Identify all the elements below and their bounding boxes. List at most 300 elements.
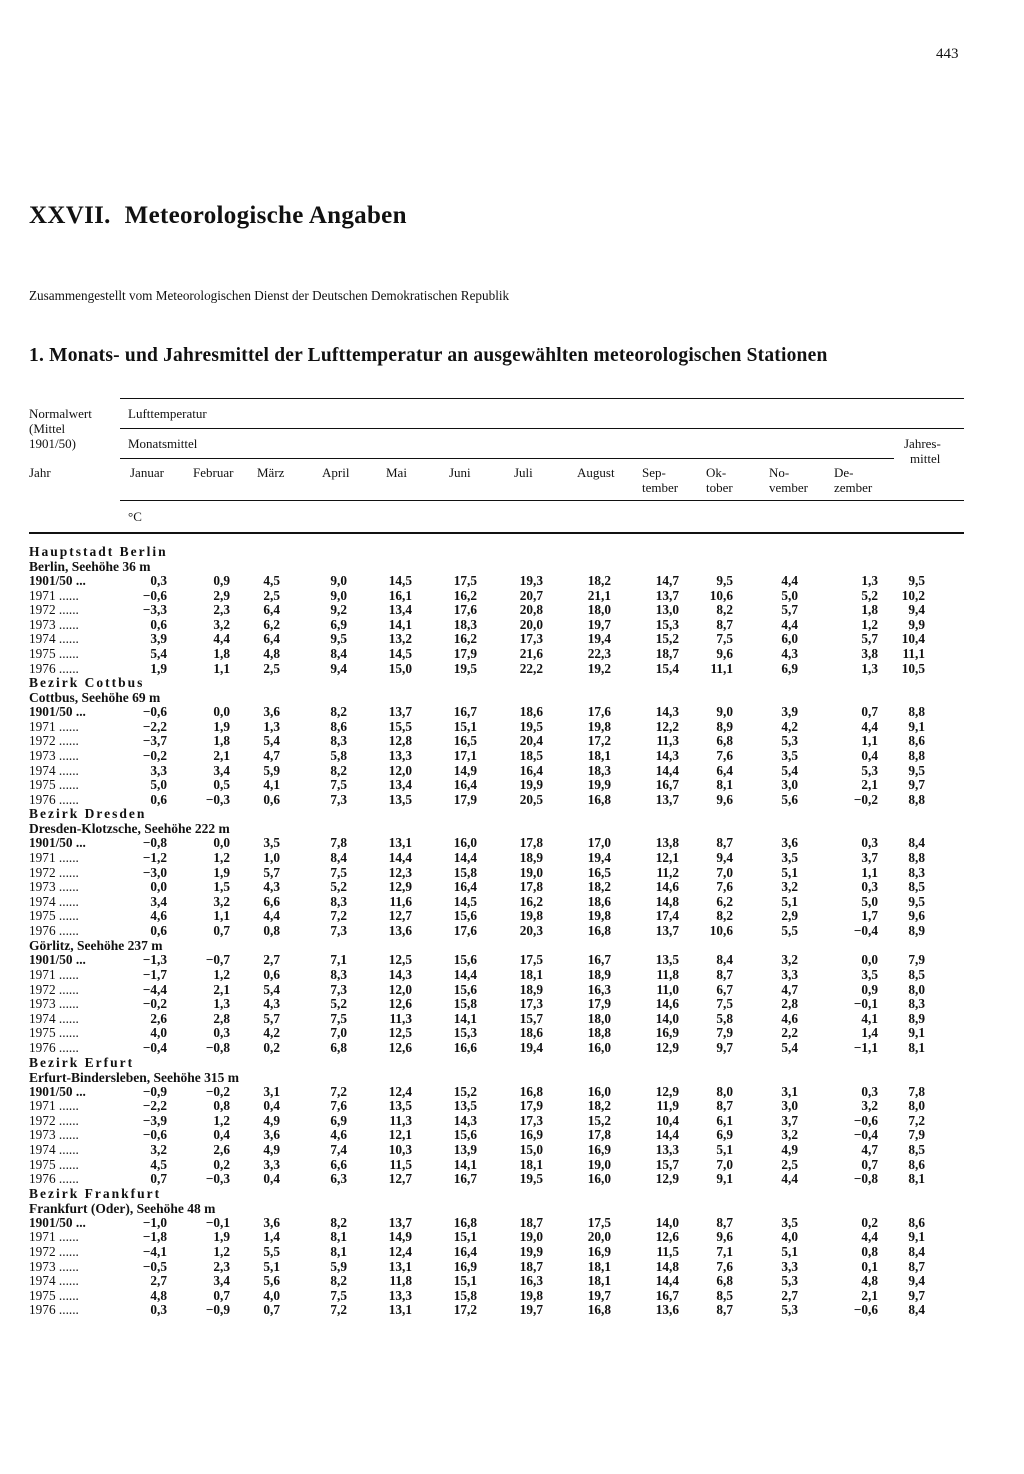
month-value-cell: −0,9 (142, 1083, 167, 1099)
month-value-cell: 12,0 (388, 762, 412, 778)
station-heading: Cottbus, Seehöhe 69 m (29, 690, 161, 706)
row-year: 1901/50 ... (29, 1083, 86, 1099)
month-value-cell: 15,8 (453, 1287, 477, 1303)
month-value-cell: 5,5 (263, 1243, 280, 1259)
month-value-cell: 5,2 (861, 587, 878, 603)
month-value-cell: 9,0 (716, 704, 733, 720)
row-year: 1901/50 ... (29, 952, 86, 968)
month-value-cell: −0,2 (205, 1083, 230, 1099)
month-value-cell: 4,8 (150, 1287, 167, 1303)
month-value-cell: 12,5 (388, 952, 412, 968)
month-value-cell: 3,0 (781, 777, 798, 793)
month-value-cell: 14,3 (655, 747, 679, 763)
table-row (29, 778, 964, 793)
month-value-cell: 13,6 (388, 922, 412, 938)
month-value-cell: −0,3 (205, 791, 230, 807)
month-value-cell: −3,3 (142, 602, 167, 618)
month-value-cell: 11,6 (389, 893, 412, 909)
month-value-cell: 14,4 (655, 762, 679, 778)
month-value-cell: 16,8 (519, 1083, 543, 1099)
header-mittel: (Mittel (29, 421, 66, 436)
month-value-cell: −0,8 (205, 1040, 230, 1056)
month-value-cell: 4,7 (781, 981, 798, 997)
month-value-cell: 18,9 (519, 981, 543, 997)
month-value-cell: 5,1 (781, 1243, 798, 1259)
month-value-cell: 17,0 (587, 835, 611, 851)
month-value-cell: 3,4 (213, 1273, 230, 1289)
month-value-cell: −0,7 (205, 952, 230, 968)
month-value-cell: 16,8 (587, 1302, 611, 1318)
month-value-cell: 17,1 (453, 747, 477, 763)
annual-mean-cell: 9,5 (908, 762, 925, 778)
annual-mean-cell: 8,4 (908, 1302, 925, 1318)
annual-mean-cell: 9,5 (908, 573, 925, 588)
month-value-cell: 12,9 (388, 879, 412, 895)
month-value-cell: −0,6 (142, 1127, 167, 1143)
month-value-cell: 3,2 (781, 1127, 798, 1143)
row-year: 1974 ...... (29, 762, 79, 778)
month-value-cell: 4,2 (263, 1025, 280, 1041)
month-value-cell: 14,5 (388, 645, 412, 661)
row-year: 1973 ...... (29, 1127, 79, 1143)
row-year: 1972 ...... (29, 733, 79, 749)
month-value-cell: 0,2 (213, 1156, 230, 1172)
month-value-cell: −3,0 (142, 864, 167, 880)
month-value-cell: 6,9 (716, 1127, 733, 1143)
table-row (29, 1303, 964, 1318)
month-value-cell: 5,6 (781, 791, 798, 807)
month-value-cell: 8,6 (330, 718, 347, 734)
month-value-cell: 19,5 (453, 660, 477, 676)
month-value-cell: 19,0 (519, 1229, 543, 1245)
month-value-cell: 4,9 (263, 1142, 280, 1157)
month-value-cell: 22,2 (519, 660, 543, 676)
annual-mean-cell: 9,7 (908, 777, 925, 793)
annual-mean-cell: 8,3 (908, 864, 925, 880)
month-value-cell: 0,6 (263, 791, 280, 807)
month-value-cell: 18,1 (587, 1273, 611, 1289)
month-value-cell: 17,6 (587, 704, 611, 720)
month-value-cell: −0,1 (205, 1214, 230, 1230)
month-value-cell: 9,1 (716, 1171, 733, 1187)
month-value-cell: 16,9 (587, 1142, 611, 1157)
month-value-cell: 7,1 (716, 1243, 733, 1259)
header-unit: °C (128, 509, 142, 524)
month-value-cell: 13,5 (388, 1098, 412, 1114)
month-value-cell: 1,2 (861, 616, 878, 632)
month-value-cell: 4,0 (150, 1025, 167, 1041)
month-value-cell: 14,0 (655, 1214, 679, 1230)
month-value-cell: 15,0 (519, 1142, 543, 1157)
month-value-cell: 11,8 (389, 1273, 412, 1289)
month-value-cell: 15,7 (655, 1156, 679, 1172)
month-value-cell: 7,3 (330, 791, 347, 807)
table-row (29, 618, 964, 633)
month-value-cell: 12,4 (388, 1243, 412, 1259)
row-year: 1974 ...... (29, 631, 79, 647)
annual-mean-cell: 8,0 (908, 981, 925, 997)
month-value-cell: 15,1 (453, 718, 477, 734)
month-value-cell: 18,1 (519, 1156, 543, 1172)
table-row (29, 1260, 964, 1275)
month-value-cell: 0,2 (861, 1214, 878, 1230)
row-year: 1974 ...... (29, 893, 79, 909)
month-value-cell: 19,2 (587, 660, 611, 676)
month-value-cell: 13,7 (388, 1214, 412, 1230)
month-value-cell: 6,6 (330, 1156, 347, 1172)
month-value-cell: 15,7 (519, 1010, 543, 1026)
month-value-cell: 3,0 (781, 1098, 798, 1114)
month-value-cell: 14,8 (655, 1258, 679, 1274)
month-value-cell: 6,9 (330, 1112, 347, 1128)
month-value-cell: 18,7 (519, 1258, 543, 1274)
month-value-cell: 16,7 (655, 1287, 679, 1303)
annual-mean-cell: 8,3 (908, 996, 925, 1012)
month-value-cell: 5,8 (330, 747, 347, 763)
month-value-cell: 8,1 (716, 777, 733, 793)
month-value-cell: 18,6 (519, 1025, 543, 1041)
month-value-cell: 11,1 (710, 660, 733, 676)
month-value-cell: 8,3 (330, 733, 347, 749)
month-value-cell: 6,9 (781, 660, 798, 676)
region-heading: Bezirk Cottbus (29, 675, 145, 691)
month-header-cont: vember (769, 480, 808, 495)
month-value-cell: 13,8 (655, 835, 679, 851)
table-row (29, 589, 964, 604)
month-value-cell: 19,4 (587, 849, 611, 865)
month-value-cell: 22,3 (587, 645, 611, 661)
month-value-cell: 2,8 (781, 996, 798, 1012)
month-value-cell: 13,1 (388, 1258, 412, 1274)
row-year: 1971 ...... (29, 718, 79, 734)
month-value-cell: 0,8 (861, 1243, 878, 1259)
month-value-cell: 14,4 (388, 849, 412, 865)
month-value-cell: 9,6 (716, 1229, 733, 1245)
month-value-cell: 15,6 (453, 908, 477, 924)
month-value-cell: 19,8 (587, 908, 611, 924)
month-value-cell: 3,5 (781, 849, 798, 865)
month-value-cell: −0,4 (853, 1127, 878, 1143)
month-value-cell: 1,0 (263, 849, 280, 865)
month-value-cell: 0,0 (150, 879, 167, 895)
station-heading: Erfurt-Bindersleben, Seehöhe 315 m (29, 1069, 239, 1085)
month-value-cell: 16,0 (453, 835, 477, 851)
month-value-cell: 11,5 (656, 1243, 679, 1259)
month-value-cell: 14,1 (453, 1010, 477, 1026)
annual-mean-cell: 8,9 (908, 1010, 925, 1026)
header-air-temperature: Lufttemperatur (128, 406, 207, 421)
month-value-cell: −3,9 (142, 1112, 167, 1128)
annual-mean-cell: 9,4 (908, 602, 925, 618)
month-value-cell: −0,1 (853, 996, 878, 1012)
month-value-cell: −4,1 (142, 1243, 167, 1259)
month-value-cell: 14,4 (453, 967, 477, 983)
month-value-cell: 3,2 (150, 1142, 167, 1157)
month-value-cell: 3,6 (263, 1214, 280, 1230)
month-value-cell: 9,2 (330, 602, 347, 618)
annual-mean-cell: 8,8 (908, 791, 925, 807)
month-value-cell: 3,3 (781, 1258, 798, 1274)
month-value-cell: 4,7 (861, 1142, 878, 1157)
month-value-cell: 2,1 (213, 981, 230, 997)
month-value-cell: 1,3 (861, 660, 878, 676)
month-value-cell: 18,9 (587, 967, 611, 983)
month-value-cell: 14,4 (655, 1127, 679, 1143)
month-value-cell: 19,7 (587, 1287, 611, 1303)
month-value-cell: 17,5 (453, 573, 477, 588)
month-value-cell: 14,4 (655, 1273, 679, 1289)
month-value-cell: 1,3 (213, 996, 230, 1012)
month-value-cell: 15,3 (655, 616, 679, 632)
header-period: 1901/50) (29, 436, 76, 451)
row-year: 1972 ...... (29, 602, 79, 618)
annual-mean-cell: 10,2 (901, 587, 925, 603)
month-value-cell: 21,1 (587, 587, 611, 603)
month-value-cell: 8,1 (330, 1243, 347, 1259)
month-value-cell: 8,5 (716, 1287, 733, 1303)
month-value-cell: 5,3 (861, 762, 878, 778)
table-row (29, 1289, 964, 1304)
month-value-cell: 3,8 (861, 645, 878, 661)
month-value-cell: 4,6 (330, 1127, 347, 1143)
table-row (29, 1143, 964, 1158)
month-value-cell: 17,3 (519, 631, 543, 647)
month-value-cell: 13,4 (388, 777, 412, 793)
month-value-cell: 0,9 (213, 573, 230, 588)
month-value-cell: 4,4 (781, 616, 798, 632)
month-value-cell: 6,4 (716, 762, 733, 778)
month-value-cell: 4,4 (263, 908, 280, 924)
month-value-cell: 14,9 (453, 762, 477, 778)
month-value-cell: 3,6 (781, 835, 798, 851)
month-value-cell: 0,7 (861, 704, 878, 720)
month-value-cell: 12,0 (388, 981, 412, 997)
month-value-cell: 13,7 (655, 791, 679, 807)
month-value-cell: 17,2 (587, 733, 611, 749)
month-value-cell: 11,8 (656, 967, 679, 983)
annual-mean-cell: 8,6 (908, 1214, 925, 1230)
month-value-cell: 20,3 (519, 922, 543, 938)
table-row (29, 1012, 964, 1027)
table-row (29, 895, 964, 910)
month-value-cell: 5,0 (861, 893, 878, 909)
table-row (29, 749, 964, 764)
month-value-cell: 3,4 (150, 893, 167, 909)
month-value-cell: 15,8 (453, 996, 477, 1012)
month-value-cell: 17,9 (453, 791, 477, 807)
row-year: 1971 ...... (29, 587, 79, 603)
month-value-cell: 2,8 (213, 1010, 230, 1026)
month-value-cell: 14,1 (453, 1156, 477, 1172)
month-value-cell: 6,8 (330, 1040, 347, 1056)
row-year: 1972 ...... (29, 1112, 79, 1128)
row-year: 1901/50 ... (29, 573, 86, 588)
annual-mean-cell: 8,6 (908, 733, 925, 749)
month-value-cell: 17,9 (587, 996, 611, 1012)
month-value-cell: 8,7 (716, 1098, 733, 1114)
row-year: 1976 ...... (29, 922, 79, 938)
month-value-cell: 12,4 (388, 1083, 412, 1099)
month-value-cell: 8,7 (716, 1302, 733, 1318)
table-row (29, 1128, 964, 1143)
month-value-cell: 15,4 (655, 660, 679, 676)
table-row (29, 1026, 964, 1041)
row-year: 1975 ...... (29, 1287, 79, 1303)
table-row (29, 632, 964, 647)
month-value-cell: 7,4 (330, 1142, 347, 1157)
month-value-cell: 14,1 (388, 616, 412, 632)
row-year: 1972 ...... (29, 1243, 79, 1259)
annual-mean-cell: 8,5 (908, 879, 925, 895)
row-year: 1974 ...... (29, 1010, 79, 1026)
month-value-cell: 3,2 (861, 1098, 878, 1114)
month-value-cell: 2,7 (781, 1287, 798, 1303)
month-value-cell: 16,5 (453, 733, 477, 749)
annual-mean-cell: 8,8 (908, 747, 925, 763)
month-header: Juni (449, 465, 471, 480)
month-value-cell: 18,7 (519, 1214, 543, 1230)
month-value-cell: 16,8 (587, 791, 611, 807)
month-value-cell: 16,8 (453, 1214, 477, 1230)
month-value-cell: 7,2 (330, 1083, 347, 1099)
header-rule-bottom (29, 532, 964, 534)
station-heading: Berlin, Seehöhe 36 m (29, 559, 151, 574)
month-value-cell: 19,4 (587, 631, 611, 647)
annual-mean-cell: 7,9 (908, 1127, 925, 1143)
month-value-cell: 0,6 (150, 791, 167, 807)
month-value-cell: 4,4 (213, 631, 230, 647)
row-year: 1976 ...... (29, 1302, 79, 1318)
month-value-cell: 16,3 (587, 981, 611, 997)
month-value-cell: 13,4 (388, 602, 412, 618)
month-value-cell: 8,2 (330, 704, 347, 720)
month-value-cell: 16,0 (587, 1171, 611, 1187)
month-value-cell: −0,8 (853, 1171, 878, 1187)
table-row (29, 1216, 964, 1231)
month-value-cell: 9,0 (330, 573, 347, 588)
month-value-cell: 0,1 (861, 1258, 878, 1274)
month-value-cell: 12,6 (388, 996, 412, 1012)
month-value-cell: 18,3 (587, 762, 611, 778)
header-rule-top (120, 398, 964, 399)
month-value-cell: 7,2 (330, 1302, 347, 1318)
month-value-cell: 5,9 (263, 762, 280, 778)
month-value-cell: 8,7 (716, 1214, 733, 1230)
month-value-cell: 14,3 (453, 1112, 477, 1128)
month-value-cell: 13,1 (388, 1302, 412, 1318)
month-value-cell: 0,7 (263, 1302, 280, 1318)
table-row (29, 1114, 964, 1129)
row-year: 1901/50 ... (29, 1214, 86, 1230)
month-value-cell: 3,9 (781, 704, 798, 720)
month-value-cell: 5,4 (150, 645, 167, 661)
row-year: 1901/50 ... (29, 835, 86, 851)
month-value-cell: −0,9 (205, 1302, 230, 1318)
month-value-cell: 9,4 (716, 849, 733, 865)
month-value-cell: 12,3 (388, 864, 412, 880)
month-value-cell: 2,5 (263, 587, 280, 603)
month-value-cell: 11,2 (656, 864, 679, 880)
month-value-cell: 5,1 (781, 893, 798, 909)
month-value-cell: 0,5 (213, 777, 230, 793)
month-value-cell: −2,2 (142, 718, 167, 734)
month-value-cell: 6,4 (263, 602, 280, 618)
month-value-cell: 12,1 (655, 849, 679, 865)
month-value-cell: 16,4 (519, 762, 543, 778)
month-value-cell: 16,2 (519, 893, 543, 909)
annual-mean-cell: 8,4 (908, 835, 925, 851)
month-value-cell: 15,3 (453, 1025, 477, 1041)
month-value-cell: 10,6 (709, 587, 733, 603)
month-value-cell: 19,4 (519, 1040, 543, 1056)
month-value-cell: 6,3 (330, 1171, 347, 1187)
month-value-cell: 5,1 (716, 1142, 733, 1157)
table-row (29, 662, 964, 677)
month-value-cell: 8,3 (330, 893, 347, 909)
region-heading: Bezirk Erfurt (29, 1054, 135, 1070)
month-value-cell: 3,5 (781, 747, 798, 763)
month-value-cell: 16,9 (453, 1258, 477, 1274)
annual-mean-cell: 10,5 (901, 660, 925, 676)
month-value-cell: 3,7 (861, 849, 878, 865)
annual-mean-cell: 9,1 (908, 1229, 925, 1245)
month-value-cell: 7,0 (330, 1025, 347, 1041)
month-value-cell: 4,7 (263, 747, 280, 763)
month-value-cell: 2,9 (781, 908, 798, 924)
month-value-cell: 20,7 (519, 587, 543, 603)
month-header: August (577, 465, 615, 480)
month-value-cell: 11,5 (389, 1156, 412, 1172)
month-value-cell: 9,5 (330, 631, 347, 647)
month-value-cell: 6,7 (716, 981, 733, 997)
month-value-cell: 2,2 (781, 1025, 798, 1041)
row-year: 1973 ...... (29, 747, 79, 763)
month-value-cell: 0,4 (213, 1127, 230, 1143)
month-value-cell: 12,9 (655, 1171, 679, 1187)
month-value-cell: −3,7 (142, 733, 167, 749)
month-value-cell: 6,1 (716, 1112, 733, 1128)
month-value-cell: 3,2 (781, 952, 798, 968)
month-value-cell: 18,0 (587, 602, 611, 618)
month-value-cell: 4,3 (781, 645, 798, 661)
month-value-cell: 18,8 (587, 1025, 611, 1041)
month-value-cell: 5,0 (150, 777, 167, 793)
region-heading: Bezirk Dresden (29, 806, 147, 822)
month-value-cell: 1,2 (213, 967, 230, 983)
annual-mean-cell: 9,6 (908, 908, 925, 924)
month-value-cell: 0,6 (150, 616, 167, 632)
table-row (29, 1245, 964, 1260)
month-value-cell: 0,4 (263, 1098, 280, 1114)
month-value-cell: 8,2 (330, 1214, 347, 1230)
month-value-cell: 6,2 (716, 893, 733, 909)
month-value-cell: 4,3 (263, 996, 280, 1012)
temperature-table (29, 545, 964, 1318)
month-value-cell: 5,7 (781, 602, 798, 618)
month-value-cell: 0,3 (213, 1025, 230, 1041)
month-value-cell: 4,4 (861, 1229, 878, 1245)
month-value-cell: 20,8 (519, 602, 543, 618)
month-value-cell: 1,1 (861, 864, 878, 880)
month-value-cell: 18,5 (519, 747, 543, 763)
region-heading: Hauptstadt Berlin (29, 544, 168, 559)
table-row (29, 1085, 964, 1100)
month-value-cell: 7,6 (716, 747, 733, 763)
annual-mean-cell: 8,1 (908, 1040, 925, 1056)
month-value-cell: 14,4 (453, 849, 477, 865)
month-value-cell: 19,7 (519, 1302, 543, 1318)
month-value-cell: 16,9 (587, 1243, 611, 1259)
